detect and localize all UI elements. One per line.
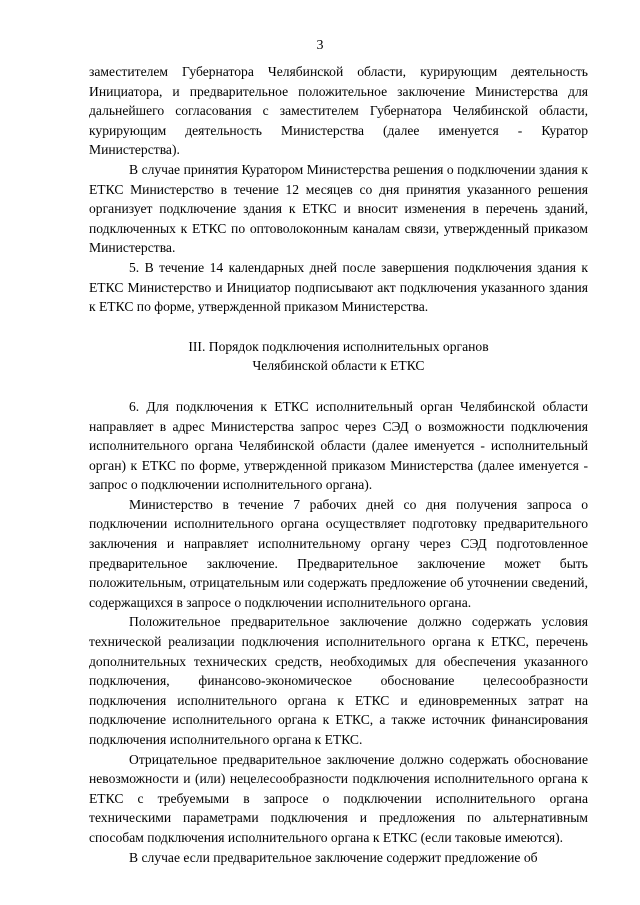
paragraph: Положительное предварительное заключение должно содержать условия технической реализации подключения исполнительного органа к ЕТКС, перечень дополнительных технических средств, необходимых для обеспечения указанного подключения, финансово-экономическое обоснование целесообразности подключения исполнительного органа к ЕТКС и единовременных затрат на подключение исполнительного органа к ЕТКС, а также источник финансирования подключения исполнительного органа к ЕТКС.: [89, 614, 588, 747]
section-heading-line: Челябинской области к ЕТКС: [252, 358, 425, 374]
paragraph: В случае принятия Куратором Министерства решения о подключении здания к ЕТКС Министерство в течение 12 месяцев со дня принятия указанного решения организует подключение здания к ЕТКС и вносит изменения в перечень зданий, подключенных к ЕТКС по оптоволоконным каналам связи, утвержденный приказом Министерства.: [89, 161, 588, 256]
paragraph: 5. В течение 14 календарных дней после завершения подключения здания к ЕТКС Министерство и Инициатор подписывают акт подключения указанного здания к ЕТКС по форме, утвержденной приказом Министерства.: [89, 259, 588, 315]
document-body: [89, 62, 588, 867]
paragraph: заместителем Губернатора Челябинской области, курирующим деятельность Инициатора, и предварительное положительное заключение Министерства для дальнейшего согласования с заместителем Губернатора Челябинской области, курирующим деятельность Министерства (далее именуется - Куратор Министерства).: [89, 64, 588, 158]
paragraph: В случае если предварительное заключение содержит предложение об: [129, 849, 538, 865]
section-heading: [89, 337, 588, 376]
paragraph: 6. Для подключения к ЕТКС исполнительный орган Челябинской области направляет в адрес Министерства запрос через СЭД о возможности подключения исполнительного органа Челябинской области (далее именуется - исполнительный орган) к ЕТКС по форме, утвержденной приказом Министерства (далее именуется - запрос о подключении исполнительного органа).: [89, 398, 588, 493]
section-heading-line: III. Порядок подключения исполнительных органов: [188, 338, 489, 354]
paragraph: Отрицательное предварительное заключение должно содержать обоснование невозможности и (или) нецелесообразности подключения исполнительного органа к ЕТКС с требуемыми в запросе о подключении исполнительного органа техническими параметрами подключения и предложения по альтернативным способам подключения исполнительного органа к ЕТКС (если таковые имеются).: [89, 751, 588, 845]
paragraph: Министерство в течение 7 рабочих дней со дня получения запроса о подключении исполнительного органа осуществляет подготовку предварительного заключения и направляет исполнительному органу через СЭД подготовленное предварительное заключение. Предварительное заключение может быть положительным, отрицательным или содержать предложение об уточнении сведений, содержащихся в запросе о подключении исполнительного органа.: [89, 496, 588, 610]
page-number: 3: [316, 38, 324, 53]
